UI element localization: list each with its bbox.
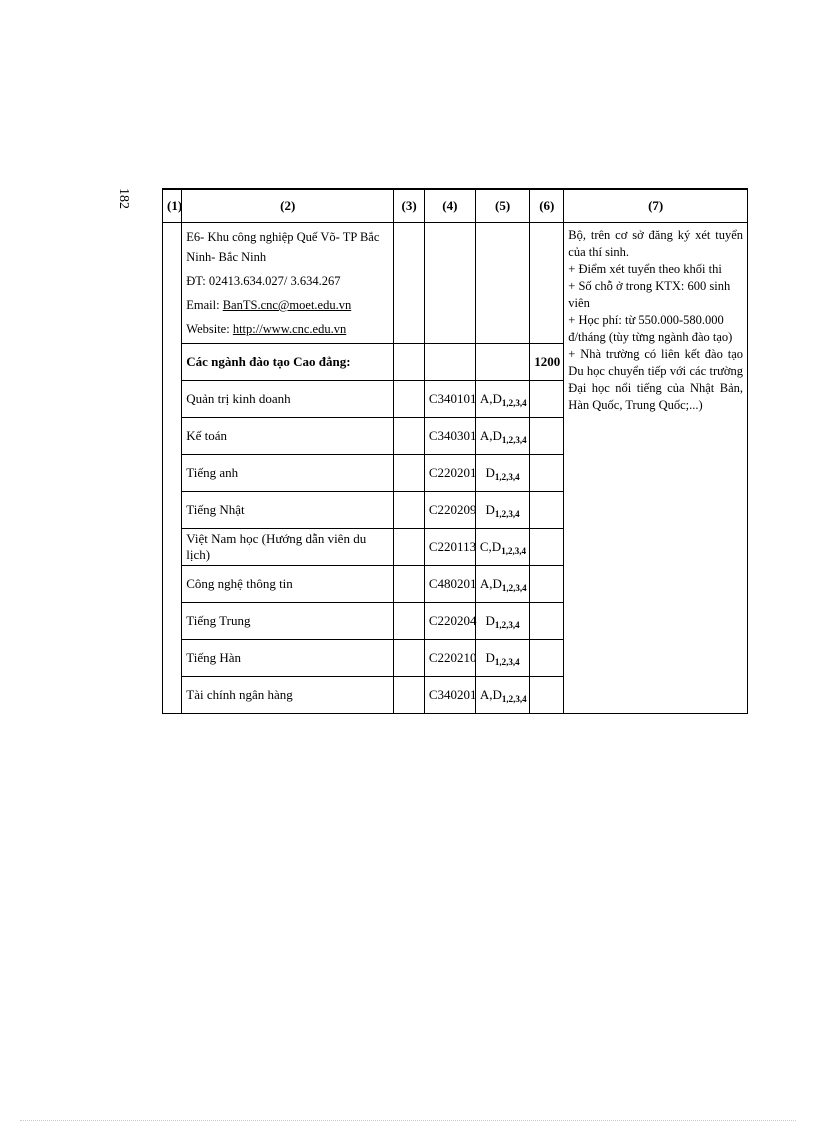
section-quota: 1200 (530, 344, 564, 381)
page-divider (20, 1120, 796, 1121)
empty-cell (394, 492, 425, 529)
empty-cell (394, 455, 425, 492)
program-block: $A,D_{1,2,3,4}$ (475, 418, 529, 455)
notes-cell (564, 223, 748, 714)
program-block: $C,D_{1,2,3,4}$ (475, 529, 529, 566)
program-name: Tài chính ngân hàng (182, 677, 394, 714)
address-text: E6- Khu công nghiệp Quế Võ- TP Bắc Ninh- Bắc Ninh (186, 230, 380, 264)
empty-cell (530, 603, 564, 640)
program-block: $D_{1,2,3,4}$ (475, 603, 529, 640)
program-code: C340201 (424, 677, 475, 714)
col-header-6: (6) (530, 189, 564, 223)
col-header-2: (2) (182, 189, 394, 223)
program-name: Công nghệ thông tin (182, 566, 394, 603)
program-name: Tiếng Trung (182, 603, 394, 640)
empty-cell (530, 223, 564, 344)
program-code: C480201 (424, 566, 475, 603)
contact-cell (182, 223, 394, 344)
email-link[interactable]: BanTS.cnc@moet.edu.vn (222, 298, 352, 312)
program-name: Tiếng anh (182, 455, 394, 492)
empty-cell (394, 381, 425, 418)
note-line-3: + Số chỗ ở trong KTX: 600 sinh viên (568, 279, 731, 310)
col-header-1: (1) (163, 189, 182, 223)
website-label: Website: (186, 322, 233, 336)
header-row (163, 189, 748, 223)
program-block: $A,D_{1,2,3,4}$ (475, 381, 529, 418)
col-header-3: (3) (394, 189, 425, 223)
empty-cell (424, 344, 475, 381)
empty-cell (394, 640, 425, 677)
program-code: C340301 (424, 418, 475, 455)
col-header-4: (4) (424, 189, 475, 223)
program-name: Kế toán (182, 418, 394, 455)
col-header-5: (5) (475, 189, 529, 223)
empty-cell (530, 492, 564, 529)
program-block: $A,D_{1,2,3,4}$ (475, 677, 529, 714)
note-line-4: + Học phí: từ 550.000-580.000 đ/tháng (tùy từng ngành đào tạo) (568, 313, 733, 344)
empty-cell (394, 566, 425, 603)
empty-cell (530, 418, 564, 455)
program-name: Tiếng Hàn (182, 640, 394, 677)
empty-cell (475, 223, 529, 344)
website-line (186, 319, 389, 339)
program-code: C220201 (424, 455, 475, 492)
website-link[interactable]: http://www.cnc.edu.vn (232, 322, 347, 336)
program-code: C220113 (424, 529, 475, 566)
contact-row (163, 223, 748, 344)
empty-cell (424, 223, 475, 344)
program-block: $D_{1,2,3,4}$ (475, 492, 529, 529)
email-line (186, 295, 389, 315)
index-cell (163, 223, 182, 714)
program-block: $D_{1,2,3,4}$ (475, 455, 529, 492)
empty-cell (394, 344, 425, 381)
page-number: 182 (116, 188, 131, 209)
empty-cell (475, 344, 529, 381)
empty-cell (530, 455, 564, 492)
empty-cell (394, 223, 425, 344)
note-line-5: + Nhà trường có liên kết đào tạo Du học chuyển tiếp với các trường Đại học nổi tiếng của Nhật Bản, Hàn Quốc, Trung Quốc;...) (568, 347, 743, 412)
program-block: $D_{1,2,3,4}$ (475, 640, 529, 677)
empty-cell (394, 529, 425, 566)
email-label: Email: (186, 298, 223, 312)
program-code: C220210 (424, 640, 475, 677)
program-code: C340101 (424, 381, 475, 418)
empty-cell (394, 418, 425, 455)
empty-cell (530, 529, 564, 566)
empty-cell (530, 566, 564, 603)
empty-cell (530, 640, 564, 677)
note-line-2: + Điểm xét tuyển theo khối thi (568, 262, 722, 276)
note-line-1: Bộ, trên cơ sở đăng ký xét tuyển của thí sinh. (568, 228, 743, 259)
program-name: Quản trị kinh doanh (182, 381, 394, 418)
program-name: Việt Nam học (Hướng dẫn viên du lịch) (182, 529, 394, 566)
empty-cell (394, 603, 425, 640)
program-name: Tiếng Nhật (182, 492, 394, 529)
empty-cell (530, 381, 564, 418)
program-block: $A,D_{1,2,3,4}$ (475, 566, 529, 603)
phone-text: ĐT: 02413.634.027/ 3.634.267 (186, 274, 341, 288)
program-code: C220209 (424, 492, 475, 529)
empty-cell (530, 677, 564, 714)
empty-cell (394, 677, 425, 714)
program-code: C220204 (424, 603, 475, 640)
section-title: Các ngành đào tạo Cao đẳng: (182, 344, 394, 381)
admissions-table (162, 188, 748, 714)
col-header-7: (7) (564, 189, 748, 223)
